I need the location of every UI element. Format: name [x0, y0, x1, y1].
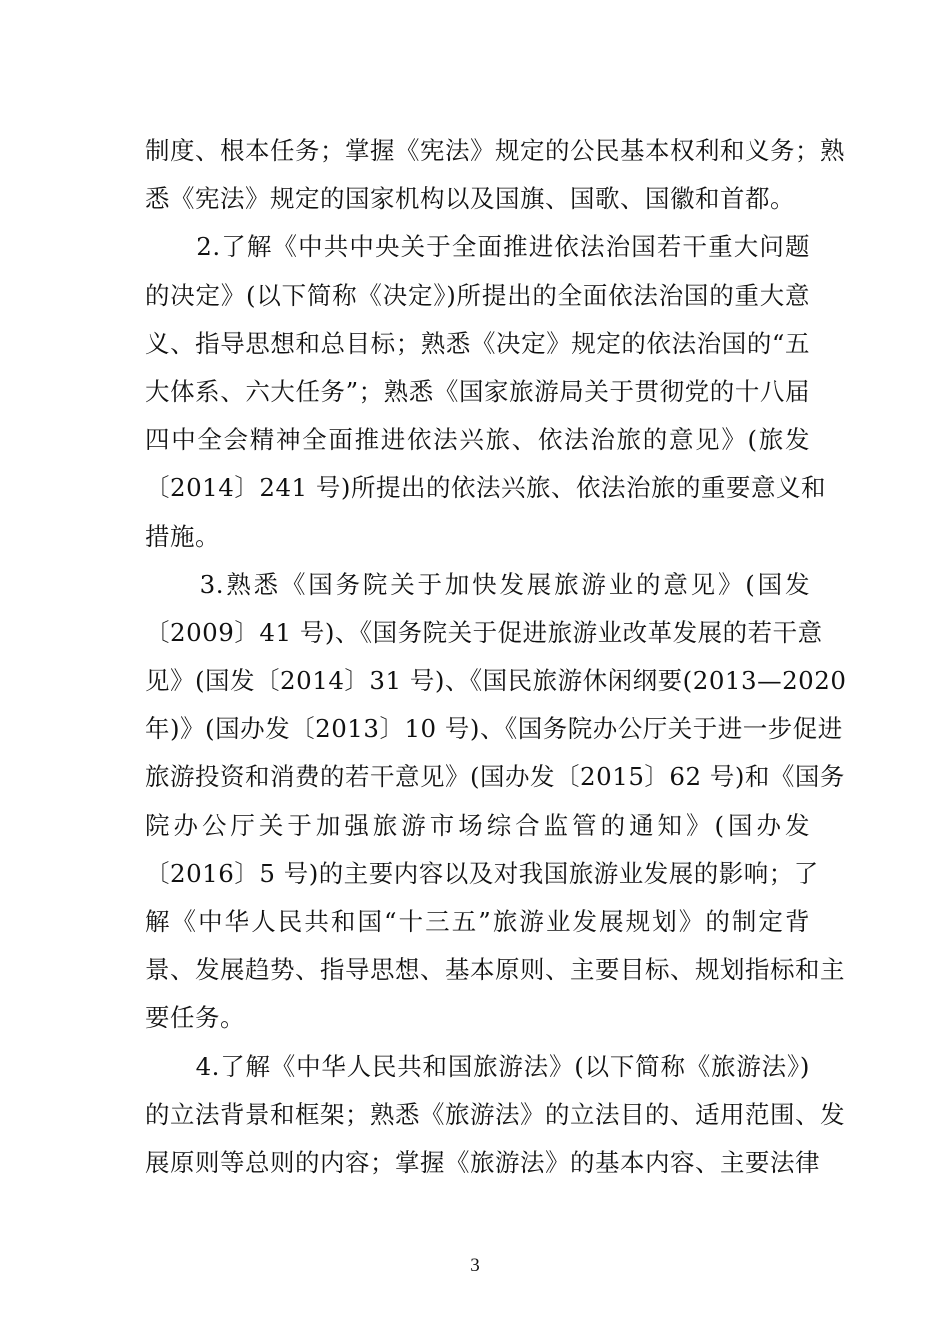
text-line: 见》(国发〔2014〕31 号)、《国民旅游休闲纲要(2013—2020 — [145, 666, 847, 696]
text-line: 的立法背景和框架；熟悉《旅游法》的立法目的、适用范围、发 — [145, 1099, 845, 1129]
text-line: 2.了解《中共中央关于全面推进依法治国若干重大问题 — [145, 232, 810, 262]
text-line: 院办公厅关于加强旅游市场综合监管的通知》(国办发 — [145, 810, 810, 840]
paragraph-4 — [145, 1043, 845, 1188]
text-line: 大体系、六大任务”；熟悉《国家旅游局关于贯彻党的十八届 — [145, 376, 810, 406]
text-line: 要任务。 — [145, 1003, 245, 1033]
text-line: 〔2009〕41 号)、《国务院关于促进旅游业改革发展的若干意 — [145, 617, 823, 647]
text-line: 解《中华人民共和国“十三五”旅游业发展规划》的制定背 — [145, 907, 810, 936]
paragraph-continuation — [145, 127, 845, 223]
body-text — [145, 127, 847, 1187]
text-line: 措施。 — [145, 521, 220, 551]
paragraph-3 — [145, 561, 847, 1043]
text-line: 悉《宪法》规定的国家机构以及国旗、国歌、国徽和首都。 — [145, 184, 795, 214]
text-line: 4.了解《中华人民共和国旅游法》(以下简称《旅游法》) — [145, 1051, 810, 1081]
text-line: 的决定》(以下简称《决定》)所提出的全面依法治国的重大意 — [145, 280, 810, 310]
paragraph-2 — [145, 223, 826, 560]
text-line: 义、指导思想和总目标；熟悉《决定》规定的依法治国的“五 — [145, 328, 810, 358]
text-line: 制度、根本任务；掌握《宪法》规定的公民基本权利和义务；熟 — [145, 136, 845, 165]
text-line: 景、发展趋势、指导思想、基本原则、主要目标、规划指标和主 — [145, 955, 845, 985]
text-line: 旅游投资和消费的若干意见》(国办发〔2015〕62 号)和《国务 — [145, 762, 845, 792]
page-number: 3 — [470, 1255, 480, 1276]
text-line: 〔2016〕5 号)的主要内容以及对我国旅游业发展的影响；了 — [145, 858, 819, 888]
text-line: 展原则等总则的内容；掌握《旅游法》的基本内容、主要法律 — [145, 1147, 820, 1177]
text-line: 〔2014〕241 号)所提出的依法兴旅、依法治旅的重要意义和 — [145, 473, 826, 503]
text-line: 3.熟悉《国务院关于加快发展旅游业的意见》(国发 — [145, 569, 810, 599]
text-line: 年)》(国办发〔2013〕10 号)、《国务院办公厅关于进一步促进 — [145, 714, 843, 744]
text-line: 四中全会精神全面推进依法兴旅、依法治旅的意见》(旅发 — [145, 425, 810, 455]
